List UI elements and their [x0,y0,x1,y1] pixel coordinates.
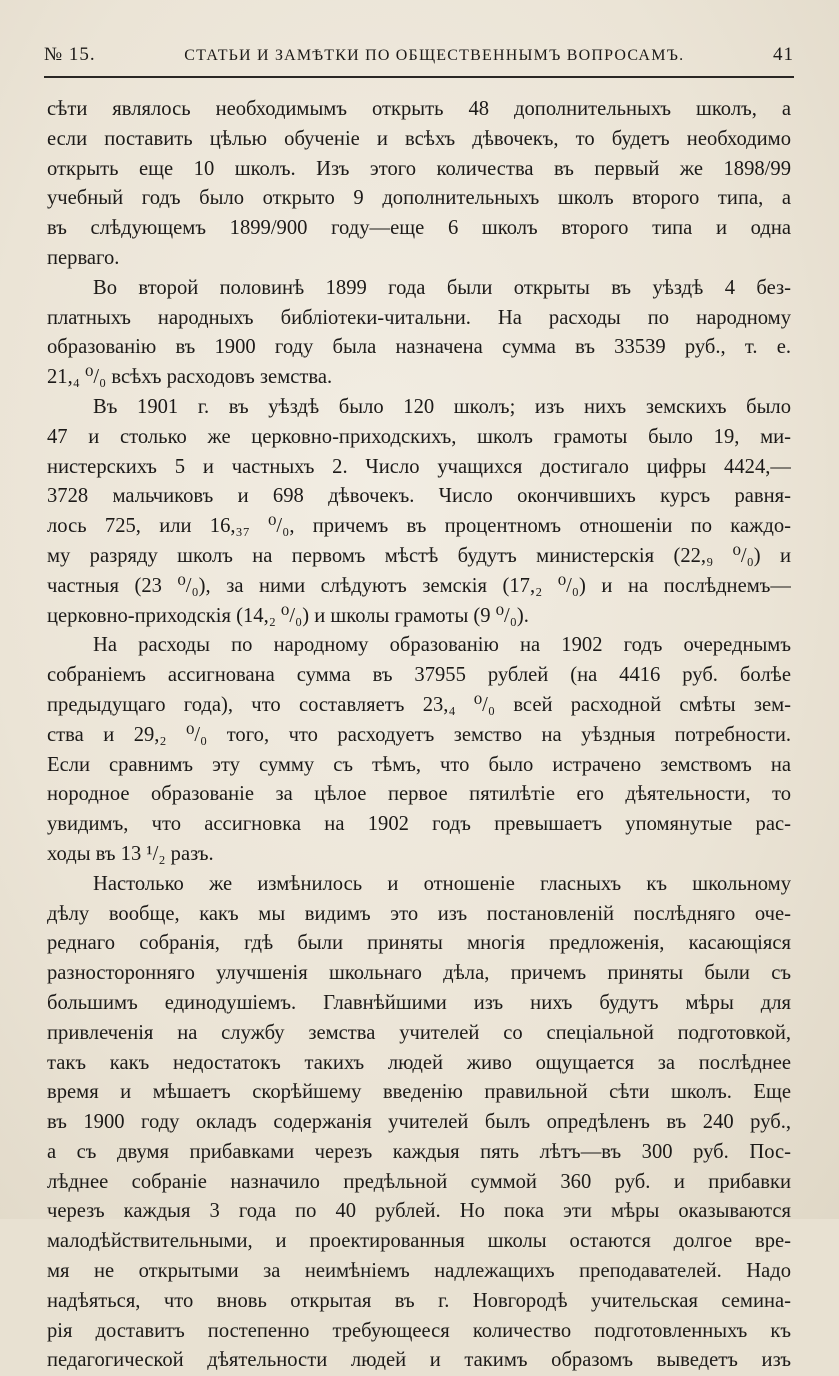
text-line: сѣти являлось необходимымъ открыть 48 дополнительныхъ школъ, а [47,98,791,120]
text-line: учебный годъ было открыто 9 дополнительныхъ школъ второго типа, а [47,187,791,210]
text-line: Если сравнимъ эту сумму съ тѣмъ, что было истрачено земствомъ на [47,753,791,776]
text-line: ходы въ 13 ¹/₂ разъ. [47,842,214,865]
text-line: частныя (23 ⁰/₀), за ними слѣдуютъ земскія (17,₂ ⁰/₀) и на послѣднемъ— [47,574,791,597]
text-line: образованію въ 1900 году была назначена сумма въ 33539 руб., т. е. [47,336,791,359]
text-line: педагогической дѣятельности людей и такимъ образомъ выведетъ изъ [47,1349,791,1372]
text-line: Настолько же измѣнилось и отношеніе гласныхъ къ школьному [93,872,791,895]
text-line: дѣлу вообще, какъ мы видимъ это изъ постановленій послѣдняго оче- [47,902,791,925]
text-line: 3728 мальчиковъ и 698 дѣвочекъ. Число окончившихъ курсъ равня- [47,485,791,508]
text-line: предыдущаго года), что составляетъ 23,₄ ⁰/₀ всей расходной смѣты зем- [47,693,791,716]
text-line: увидимъ, что ассигновка на 1902 годъ превышаетъ упомянутые рас- [47,813,791,836]
text-line: платныхъ народныхъ библіотеки-читальни. На расходы по народному [47,306,791,329]
running-header [44,44,794,66]
text-line: нистерскихъ 5 и частныхъ 2. Число учащихся достигало цифры 4424,— [47,455,791,478]
body-text [47,95,791,1376]
text-line: малодѣйствительными, и проектированныя школы остаются долгое вре- [47,1230,791,1253]
text-line: 21,₄ ⁰/₀ всѣхъ расходовъ земства. [47,366,333,389]
text-line: собраніемъ ассигнована сумма въ 37955 рублей (на 4416 руб. болѣе [47,664,791,687]
text-line: ства и 29,₂ ⁰/₀ того, что расходуетъ земство на уѣздныя потребности. [47,723,791,746]
text-line: Во второй половинѣ 1899 года были открыты въ уѣздѣ 4 без- [93,276,791,299]
text-line: разносторонняго улучшенія школьнаго дѣла, причемъ приняты были съ [47,962,791,985]
text-line: мя не открытыми за неимѣніемъ надлежащихъ преподавателей. Надо [47,1260,791,1283]
text-line: Въ 1901 г. въ уѣздѣ было 120 школъ; изъ нихъ земскихъ было [93,395,791,418]
text-line: такъ какъ недостатокъ такихъ людей живо ощущается за послѣднее [47,1051,791,1074]
text-line: если поставить цѣлью обученіе и всѣхъ дѣвочекъ, то будетъ необходимо [47,127,791,150]
text-line: привлеченія на службу земства учителей со спеціальной подготовкой, [47,1021,791,1044]
text-line: лось 725, или 16,₃₇ ⁰/₀, причемъ въ процентномъ отношеніи по каждо- [47,515,791,538]
text-line: церковно-приходскія (14,₂ ⁰/₀) и школы грамоты (9 ⁰/₀). [47,604,529,627]
text-line: въ слѣдующемъ 1899/900 году—еще 6 школъ второго типа и одна [47,217,791,240]
text-line: черезъ каждыя 3 года по 40 рублей. Но пока эти мѣры оказываются [47,1200,791,1223]
issue-number: № 15. [44,44,96,65]
page-number: 41 [772,44,794,65]
text-line: На расходы по народному образованію на 1902 годъ очереднымъ [93,634,791,657]
text-line: лѣднее собраніе назначило предѣльной суммой 360 руб. и прибавки [47,1170,791,1193]
text-line: му разряду школъ на первомъ мѣстѣ будутъ министерскія (22,₉ ⁰/₀) и [47,544,791,567]
text-line: 47 и столько же церковно-приходскихъ, школъ грамоты было 19, ми- [47,425,791,448]
text-line: реднаго собранія, гдѣ были приняты многія предложенія, касающіяся [47,932,791,955]
text-line: въ 1900 году окладъ содержанія учителей былъ опредѣленъ въ 240 руб., [47,1111,791,1134]
text-line: перваго. [47,246,120,269]
text-line: время и мѣшаетъ скорѣйшему введенію правильной сѣти школъ. Еще [47,1081,791,1104]
text-line: а съ двумя прибавками черезъ каждыя пять лѣтъ—въ 300 руб. Пос- [47,1140,791,1163]
text-line: надѣяться, что вновь открытая въ г. Новгородѣ учительская семина- [47,1289,791,1312]
header-rule [44,76,794,78]
text-line: рія доставитъ постепенно требующееся количество подготовленныхъ къ [47,1319,791,1342]
text-line: открыть еще 10 школъ. Изъ этого количества въ первый же 1898/99 [47,157,791,180]
text-line: большимъ единодушіемъ. Главнѣйшими изъ нихъ будутъ мѣры для [47,991,791,1014]
text-line: нородное образованіе за цѣлое первое пятилѣтіе его дѣятельности, то [47,783,791,806]
section-title: СТАТЬИ И ЗАМѢТКИ ПО ОБЩЕСТВЕННЫМЪ ВОПРОСАМЪ. [184,47,685,64]
